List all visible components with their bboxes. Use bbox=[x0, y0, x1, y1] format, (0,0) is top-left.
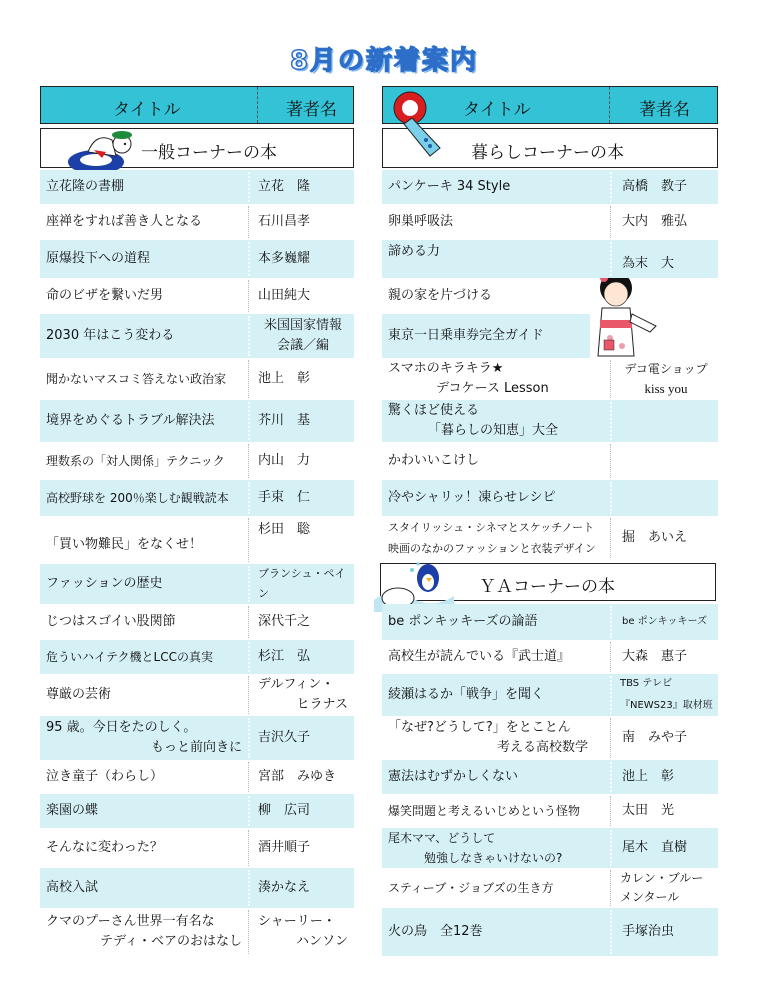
book-author: 山田純大 bbox=[258, 288, 311, 303]
table-row bbox=[40, 760, 354, 794]
section-living-label: 暮らしコーナーの本 bbox=[471, 143, 624, 163]
book-title: 親の家を片づける bbox=[388, 288, 493, 303]
book-title: 憲法はむずかしくない bbox=[388, 769, 519, 784]
book-author: 内山 力 bbox=[258, 453, 311, 468]
book-title: 「なぜ?どうして?」をとことん bbox=[388, 720, 571, 735]
book-author: 立花 隆 bbox=[258, 179, 311, 194]
table-row bbox=[382, 828, 718, 868]
book-title: パンケーキ 34 Style bbox=[388, 179, 511, 194]
book-title: じつはスゴイい股関節 bbox=[46, 614, 176, 629]
table-row bbox=[40, 674, 354, 716]
table-row bbox=[40, 794, 354, 828]
book-author: デルフィン・ bbox=[258, 677, 335, 692]
table-row bbox=[40, 716, 354, 760]
table-row bbox=[382, 716, 718, 760]
section-ya-label: ＹＡコーナーの本 bbox=[479, 577, 615, 597]
table-row bbox=[382, 760, 718, 794]
book-author: 池上 彰 bbox=[622, 769, 675, 784]
book-author: 杉田 聡 bbox=[258, 522, 311, 537]
book-title: 火の鳥 全12巻 bbox=[388, 924, 483, 939]
book-author: 手束 仁 bbox=[258, 490, 311, 505]
book-author: 宮部 みゆき bbox=[258, 769, 337, 784]
book-title: 命のビザを繋いだ男 bbox=[46, 288, 164, 303]
table-row bbox=[40, 480, 354, 516]
book-author: 掘 あいえ bbox=[622, 530, 688, 545]
book-title: 理数系の「対人関係」テクニック bbox=[46, 454, 225, 468]
book-author: シャーリー・ bbox=[258, 914, 336, 929]
table-row bbox=[40, 868, 354, 908]
section-general-label: 一般コーナーの本 bbox=[141, 143, 277, 163]
book-author-line2: ハンソン bbox=[295, 934, 348, 949]
table-row bbox=[382, 604, 718, 640]
table-row bbox=[382, 278, 718, 314]
book-title: 高校野球を 200％楽しむ観戦読本 bbox=[46, 491, 229, 505]
book-author-line2: kiss you bbox=[644, 381, 688, 396]
book-title: 尊厳の芸術 bbox=[46, 687, 112, 702]
table-row bbox=[40, 604, 354, 640]
book-author: カレン・ブルー bbox=[620, 871, 704, 885]
table-row bbox=[40, 828, 354, 868]
book-title: 2030 年はこう変わる bbox=[46, 328, 175, 343]
book-title: スティーブ・ジョブズの生き方 bbox=[388, 881, 554, 895]
book-author: 為末 大 bbox=[622, 256, 675, 271]
book-title: 卵巣呼吸法 bbox=[388, 214, 454, 229]
table-row bbox=[40, 516, 354, 564]
book-author: 大内 雅弘 bbox=[622, 214, 688, 229]
book-title: スタイリッシュ・シネマとスケッチノート bbox=[388, 521, 595, 534]
book-author: 池上 彰 bbox=[258, 371, 311, 386]
book-author: TBS テレビ bbox=[620, 678, 673, 689]
table-row bbox=[40, 278, 354, 314]
book-title: 尾木ママ、どうして bbox=[388, 831, 496, 845]
table-row bbox=[382, 170, 718, 204]
author-column-header: 著者名 bbox=[286, 100, 337, 120]
title-column-header: タイトル bbox=[463, 100, 531, 120]
book-title: 諦める力 bbox=[388, 244, 441, 259]
table-row bbox=[382, 794, 718, 828]
book-title: be ポンキッキーズの論語 bbox=[388, 614, 538, 629]
book-title: 楽園の蝶 bbox=[46, 803, 99, 818]
book-title: そんなに変わった？ bbox=[46, 840, 163, 855]
book-title: 東京一日乗車券完全ガイド bbox=[388, 328, 544, 343]
book-author: 手塚治虫 bbox=[622, 924, 675, 939]
book-title-line2: もっと前向きに bbox=[150, 740, 242, 755]
book-title-line2: 考える高校数学 bbox=[496, 740, 588, 755]
book-title: 泣き童子（わらし） bbox=[46, 769, 164, 784]
book-title-line2: テディ・ベアのおはなし bbox=[100, 934, 242, 949]
book-author: 米国国家情報 bbox=[263, 318, 342, 333]
book-title-line2: 勉強しなきゃいけないの? bbox=[424, 851, 563, 865]
table-row bbox=[382, 640, 718, 674]
book-title: 冷やシャリッ！凍らせレシピ bbox=[388, 490, 556, 505]
table-row bbox=[40, 204, 354, 240]
table-row bbox=[382, 908, 718, 956]
book-author: 大森 惠子 bbox=[622, 649, 688, 664]
table-row bbox=[382, 442, 718, 480]
book-title: 聞かないマスコミ答えない政治家 bbox=[46, 372, 227, 386]
book-author: 杉江 弘 bbox=[258, 649, 311, 664]
table-row bbox=[40, 240, 354, 278]
book-title: 高校生が読んでいる『武士道』 bbox=[388, 649, 571, 664]
book-title: 爆笑問題と考えるいじめという怪物 bbox=[388, 804, 581, 818]
left-table-header bbox=[40, 86, 354, 124]
table-row bbox=[40, 442, 354, 480]
book-author: 柳 広司 bbox=[258, 803, 311, 818]
book-author-line2: 会議／編 bbox=[276, 338, 329, 353]
book-author: 吉沢久子 bbox=[258, 730, 311, 745]
book-author: 本多巍耀 bbox=[258, 251, 311, 266]
author-column-header: 著者名 bbox=[639, 100, 690, 120]
table-row bbox=[40, 358, 354, 400]
book-title: 危ういハイテク機とLCCの真実 bbox=[46, 650, 213, 664]
book-title: 原爆投下への道程 bbox=[46, 251, 151, 266]
book-title: かわいいこけし bbox=[388, 453, 480, 468]
table-row bbox=[382, 480, 718, 516]
book-title: スマホのキラキラ★ bbox=[388, 361, 504, 376]
book-author: 尾木 直樹 bbox=[622, 840, 688, 855]
book-author: 深代千之 bbox=[258, 614, 311, 629]
book-title: 境界をめぐるトラブル解決法 bbox=[46, 413, 215, 428]
book-title-line2: デコケース Lesson bbox=[436, 381, 549, 396]
table-row bbox=[40, 400, 354, 442]
book-author: 湊かなえ bbox=[258, 880, 311, 895]
table-row bbox=[40, 564, 354, 604]
table-row bbox=[382, 516, 718, 560]
book-title: 綾瀬はるか「戦争」を聞く bbox=[388, 687, 545, 702]
book-author: 芥川 基 bbox=[258, 413, 311, 428]
book-title: 「買い物難民」をなくせ！ bbox=[46, 537, 203, 552]
table-row bbox=[382, 400, 718, 442]
table-row bbox=[40, 908, 354, 956]
book-author: デコ電ショップ bbox=[624, 362, 708, 376]
book-author: 酒井順子 bbox=[258, 840, 311, 855]
title-column-header: タイトル bbox=[113, 100, 181, 120]
book-title: 座禅をすれば善き人となる bbox=[46, 214, 203, 229]
table-row bbox=[40, 640, 354, 674]
book-title: クマのプーさん世界一有名な bbox=[46, 914, 215, 929]
table-row bbox=[40, 314, 354, 358]
table-row bbox=[382, 868, 718, 908]
book-author-line2: ヒラナス bbox=[296, 697, 348, 712]
book-title-line2: 「暮らしの知恵」大全 bbox=[428, 423, 559, 438]
book-title: 驚くほど使える bbox=[388, 403, 480, 418]
table-row bbox=[382, 314, 590, 358]
paper-fan-illustration bbox=[390, 88, 450, 158]
table-row bbox=[382, 358, 718, 400]
book-author-line2: メンタール bbox=[620, 890, 680, 904]
table-row bbox=[382, 204, 718, 240]
book-author: be ポンキッキーズ bbox=[622, 616, 707, 627]
book-title: 立花隆の書棚 bbox=[46, 179, 125, 194]
book-title-line2: 映画のなかのファッションと衣装デザイン bbox=[388, 542, 596, 555]
book-title: ファッションの歴史 bbox=[46, 576, 163, 591]
book-author: 高橋 教子 bbox=[622, 179, 688, 194]
table-row bbox=[382, 240, 718, 278]
table-row bbox=[40, 170, 354, 204]
book-title: 高校入試 bbox=[46, 880, 99, 895]
book-author: 太田 光 bbox=[622, 803, 675, 818]
book-author: ブランシュ・ペイン bbox=[258, 567, 346, 600]
table-row bbox=[382, 674, 718, 716]
page-title: 8月の新着案内 bbox=[289, 46, 479, 76]
book-title: 95 歳。今日をたのしく。 bbox=[46, 720, 197, 735]
book-author: 南 みや子 bbox=[622, 730, 688, 745]
book-author-line2: 『NEWS23』取材班 bbox=[620, 700, 713, 711]
book-author: 石川昌孝 bbox=[258, 214, 311, 229]
